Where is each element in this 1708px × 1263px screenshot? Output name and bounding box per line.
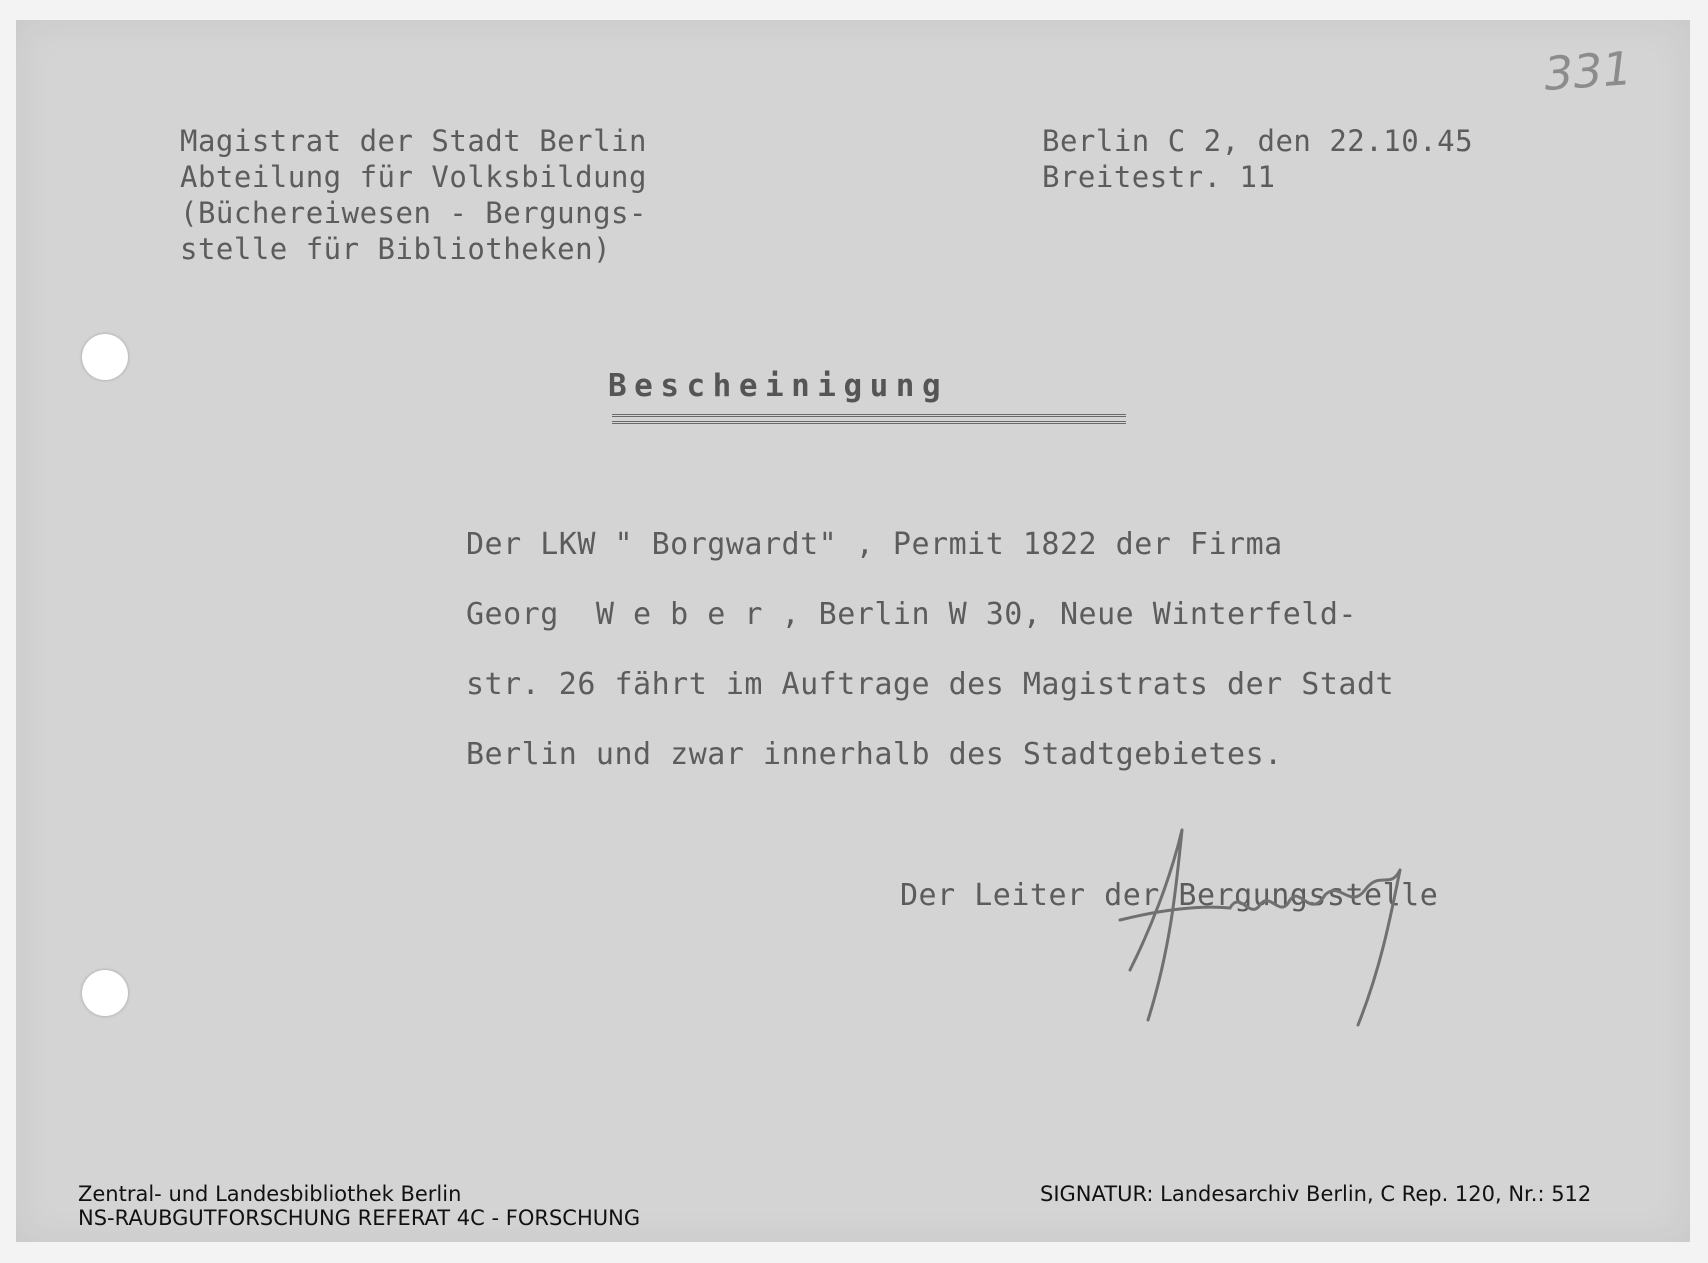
footer-library xyxy=(78,1182,640,1230)
footer-signature-ref: SIGNATUR: Landesarchiv Berlin, C Rep. 120, Nr.: 512 xyxy=(1040,1182,1592,1206)
place-date-line: Berlin C 2, den 22.10.45 xyxy=(1042,124,1474,158)
address-line: Breitestr. 11 xyxy=(1042,160,1276,194)
footer-library-name: Zentral- und Landesbibliothek Berlin xyxy=(78,1182,462,1206)
handwritten-signature xyxy=(1090,810,1450,1030)
title-underline xyxy=(612,414,1126,424)
body-line: Der LKW " Borgwardt" , Permit 1822 der Firma xyxy=(466,527,1283,562)
sender-line: stelle für Bibliotheken) xyxy=(180,232,612,266)
archive-page-number: 331 xyxy=(1542,41,1634,101)
body-line: Georg W e b e r , Berlin W 30, Neue Winterfeld- xyxy=(466,597,1357,632)
body-line: str. 26 fährt im Auftrage des Magistrats der Stadt xyxy=(466,667,1395,702)
certificate-body xyxy=(466,510,1394,790)
punch-hole-bottom xyxy=(82,970,128,1016)
closing-line: Der Leiter der Bergungsstelle xyxy=(900,878,1439,913)
document-title: Bescheinigung xyxy=(608,368,949,404)
place-date-block xyxy=(1042,123,1473,195)
sender-line: Magistrat der Stadt Berlin xyxy=(180,124,647,158)
punch-hole-top xyxy=(82,334,128,380)
sender-block xyxy=(180,123,647,267)
sender-line: (Büchereiwesen - Bergungs- xyxy=(180,196,647,230)
footer-department: NS-RAUBGUTFORSCHUNG REFERAT 4C - FORSCHUNG xyxy=(78,1206,641,1230)
sender-line: Abteilung für Volksbildung xyxy=(180,160,647,194)
body-line: Berlin und zwar innerhalb des Stadtgebietes. xyxy=(466,737,1283,772)
